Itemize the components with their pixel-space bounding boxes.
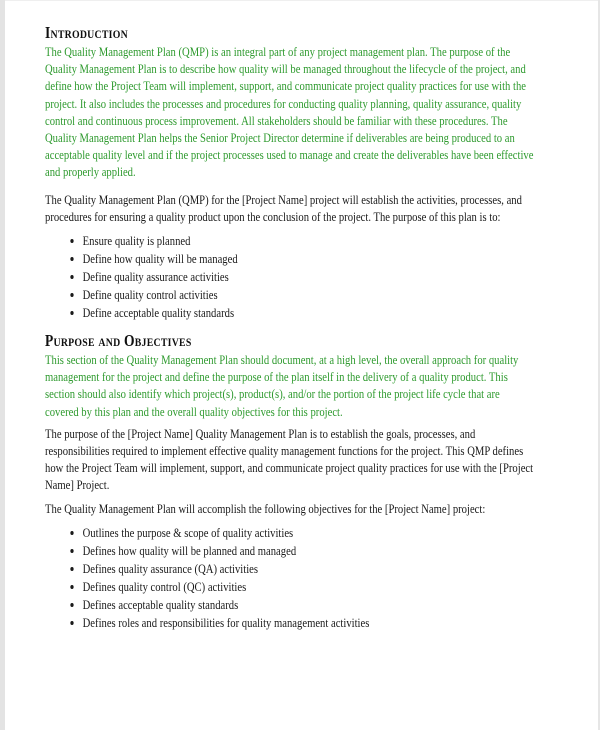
purpose-bullet-list [45, 524, 536, 632]
purpose-objectives-lead-paragraph: The Quality Management Plan will accomplish the following objectives for the [Project Name] project: [45, 500, 486, 516]
purpose-paragraph: The purpose of the [Project Name] Quality Management Plan is to establish the goals, processes, and responsibilities required to implement effective quality management functions for the project. This QMP defines how the Project Team will implement, support, and communicate project quality practices for use with the [Project Name] Project. [45, 425, 534, 493]
bullet-item: • Ensure quality is planned [83, 232, 536, 250]
bullet-item: • Defines how quality will be planned and managed [83, 542, 536, 560]
purpose-heading: Purpose and Objectives [45, 331, 192, 351]
section-purpose-and-objectives [45, 332, 536, 632]
introduction-bullet-list [45, 232, 536, 322]
section-introduction [45, 24, 536, 322]
bullet-item: • Define quality assurance activities [83, 268, 536, 286]
introduction-green-paragraph: The Quality Management Plan (QMP) is an integral part of any project management plan. The purpose of the Quality Management Plan is to describe how quality will be managed throughout the lifecycle of the project, and define how the Project Team will implement, support, and communicate project quality practices for use with the project. It also includes the processes and procedures for conducting quality planning, quality assurance, quality control and continuous process improvement. All stakeholders should be familiar with these procedures. The Quality Management Plan helps the Senior Project Director determine if deliverables are being produced to an acceptable quality level and if the project processes used to manage and create the deliverables have been effective and properly applied. [45, 44, 534, 180]
purpose-green-paragraph: This section of the Quality Management Plan should document, at a high level, the overall approach for quality management for the project and define the purpose of the plan itself in the delivery of a quality product. This section should also identify which project(s), product(s), and/or the portion of the project life cycle that are covered by this plan and the overall quality objectives for this project. [45, 352, 519, 419]
bullet-item: • Defines quality control (QC) activities [83, 578, 536, 596]
page-edge-top [0, 0, 600, 1]
bullet-item: • Defines acceptable quality standards [83, 596, 536, 614]
bullet-item: • Defines roles and responsibilities for quality management activities [83, 614, 536, 632]
bullet-item: • Outlines the purpose & scope of quality activities [83, 524, 536, 542]
introduction-paragraph: The Quality Management Plan (QMP) for the [Project Name] project will establish the activities, processes, and procedures for ensuring a quality product upon the conclusion of the project. The purpose of this plan is to: [45, 191, 522, 224]
bullet-item: • Defines quality assurance (QA) activities [83, 560, 536, 578]
bullet-item: • Define how quality will be managed [83, 250, 536, 268]
document-content [45, 24, 536, 632]
bullet-item: • Define acceptable quality standards [83, 304, 536, 322]
page-edge-left [0, 0, 5, 730]
introduction-heading: Introduction [45, 23, 128, 42]
bullet-item: • Define quality control activities [83, 286, 536, 304]
